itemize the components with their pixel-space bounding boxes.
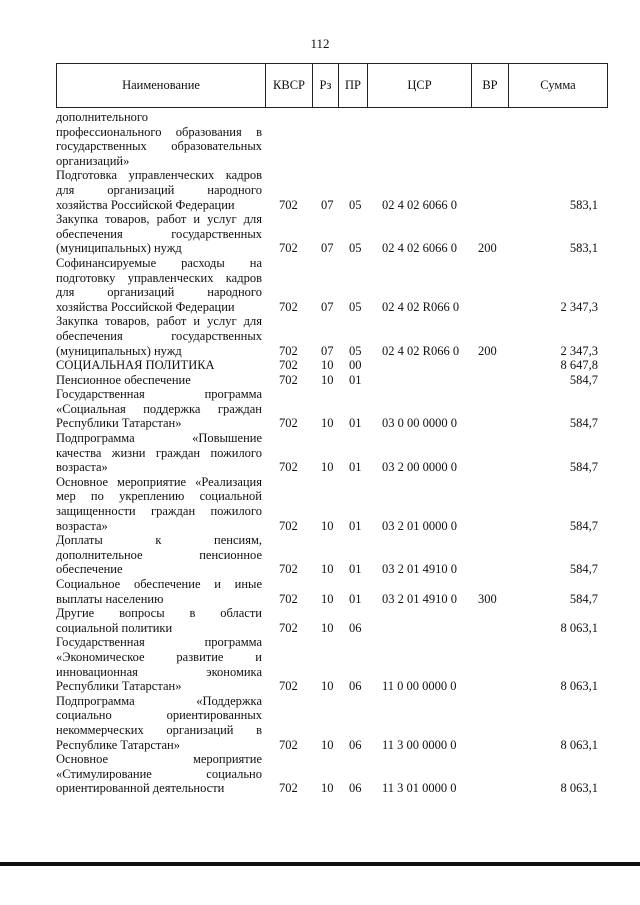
table-row bbox=[56, 212, 608, 256]
row-name-line: для организаций народного bbox=[56, 285, 262, 300]
table-body bbox=[56, 110, 608, 796]
row-name-line: хозяйства Российской Федерации bbox=[56, 197, 235, 212]
header-sum: Сумма bbox=[540, 78, 576, 92]
cell-kvsr: 702 bbox=[279, 679, 298, 694]
row-values bbox=[56, 198, 608, 213]
cell-pr: 05 bbox=[349, 299, 362, 314]
table-header bbox=[56, 63, 608, 108]
cell-pr: 00 bbox=[349, 358, 362, 373]
row-values bbox=[56, 519, 608, 534]
cell-rz: 10 bbox=[321, 781, 334, 796]
row-name-line: Другие вопросы в области bbox=[56, 606, 262, 621]
cell-sum: 584,7 bbox=[569, 372, 598, 387]
row-name-line: возраста» bbox=[56, 518, 108, 533]
table-row bbox=[56, 110, 608, 168]
cell-sum: 584,7 bbox=[569, 416, 598, 431]
row-name-line: мер по укреплению социальной bbox=[56, 489, 262, 504]
cell-sum: 8 063,1 bbox=[560, 737, 598, 752]
table-row bbox=[56, 752, 608, 796]
row-name-line: защищенности граждан пожилого bbox=[56, 504, 262, 519]
cell-csr: 03 0 00 0000 0 bbox=[382, 416, 457, 431]
table-row bbox=[56, 168, 608, 212]
header-rz: Рз bbox=[313, 64, 339, 107]
table-row bbox=[56, 314, 608, 358]
row-name-line: СОЦИАЛЬНАЯ ПОЛИТИКА bbox=[56, 358, 215, 373]
row-name-line: Доплаты к пенсиям, bbox=[56, 533, 262, 548]
row-name-line: «Социальная поддержка граждан bbox=[56, 401, 262, 416]
row-name-line: Закупка товаров, работ и услуг для bbox=[56, 212, 262, 227]
row-name-line: обеспечение bbox=[56, 562, 123, 577]
table-row bbox=[56, 358, 608, 373]
cell-csr: 11 3 01 0000 0 bbox=[382, 781, 457, 796]
cell-vr: 300 bbox=[478, 591, 497, 606]
cell-rz: 10 bbox=[321, 591, 334, 606]
cell-sum: 8 063,1 bbox=[560, 679, 598, 694]
table-row bbox=[56, 606, 608, 635]
cell-kvsr: 702 bbox=[279, 299, 298, 314]
table-row bbox=[56, 431, 608, 475]
cell-pr: 01 bbox=[349, 562, 362, 577]
table-row bbox=[56, 373, 608, 388]
cell-sum: 584,7 bbox=[569, 591, 598, 606]
header-name: Наименование bbox=[57, 64, 266, 107]
row-name-line: для организаций народного bbox=[56, 182, 262, 197]
row-name-line: профессионального образования в bbox=[56, 124, 262, 139]
cell-rz: 10 bbox=[321, 737, 334, 752]
cell-csr: 03 2 00 0000 0 bbox=[382, 460, 457, 475]
cell-rz: 07 bbox=[321, 343, 334, 358]
row-name-line: Пенсионное обеспечение bbox=[56, 372, 191, 387]
cell-pr: 01 bbox=[349, 591, 362, 606]
cell-kvsr: 702 bbox=[279, 781, 298, 796]
table-row bbox=[56, 533, 608, 577]
row-values bbox=[56, 781, 608, 796]
cell-rz: 10 bbox=[321, 372, 334, 387]
row-name-line: социально ориентированных bbox=[56, 708, 262, 723]
row-values bbox=[56, 416, 608, 431]
row-values bbox=[56, 460, 608, 475]
row-name-line: обеспечения государственных bbox=[56, 328, 262, 343]
cell-pr: 06 bbox=[349, 620, 362, 635]
cell-rz: 07 bbox=[321, 197, 334, 212]
row-name-line: Государственная программа bbox=[56, 387, 262, 402]
cell-kvsr: 702 bbox=[279, 358, 298, 373]
row-name-line: дополнительного bbox=[56, 110, 148, 124]
cell-sum: 2 347,3 bbox=[560, 343, 598, 358]
table-row bbox=[56, 256, 608, 314]
row-name-line: подготовку управленческих кадров bbox=[56, 270, 262, 285]
header-kvsr: КВСР bbox=[266, 64, 313, 107]
row-name-line: Социальное обеспечение и иные bbox=[56, 577, 262, 591]
row-values bbox=[56, 241, 608, 256]
cell-csr: 03 2 01 4910 0 bbox=[382, 591, 457, 606]
cell-kvsr: 702 bbox=[279, 197, 298, 212]
row-name-line: хозяйства Российской Федерации bbox=[56, 299, 235, 314]
bottom-border bbox=[0, 862, 640, 866]
cell-rz: 10 bbox=[321, 679, 334, 694]
row-name-line: Софинансируемые расходы на bbox=[56, 255, 262, 270]
row-name-line: Республике Татарстан» bbox=[56, 737, 180, 752]
cell-csr: 02 4 02 6066 0 bbox=[382, 241, 457, 256]
row-values bbox=[56, 679, 608, 694]
cell-kvsr: 702 bbox=[279, 518, 298, 533]
cell-rz: 07 bbox=[321, 299, 334, 314]
row-name-line: инновационная экономика bbox=[56, 664, 262, 679]
cell-sum: 584,7 bbox=[569, 562, 598, 577]
table-row bbox=[56, 387, 608, 431]
cell-sum: 584,7 bbox=[569, 518, 598, 533]
cell-kvsr: 702 bbox=[279, 562, 298, 577]
cell-kvsr: 702 bbox=[279, 372, 298, 387]
row-name-line: Подпрограмма «Поддержка bbox=[56, 693, 262, 708]
row-name-line: организаций» bbox=[56, 153, 130, 168]
cell-rz: 10 bbox=[321, 620, 334, 635]
cell-kvsr: 702 bbox=[279, 343, 298, 358]
row-name-line: Подпрограмма «Повышение bbox=[56, 431, 262, 446]
cell-kvsr: 702 bbox=[279, 591, 298, 606]
row-name-line: ориентированной деятельности bbox=[56, 781, 225, 796]
cell-pr: 05 bbox=[349, 197, 362, 212]
row-name-line: выплаты населению bbox=[56, 591, 164, 606]
row-name-line: (муниципальных) нужд bbox=[56, 241, 182, 256]
cell-pr: 05 bbox=[349, 343, 362, 358]
cell-csr: 02 4 02 6066 0 bbox=[382, 197, 457, 212]
row-values bbox=[56, 738, 608, 753]
cell-rz: 07 bbox=[321, 241, 334, 256]
row-name-line: обеспечения государственных bbox=[56, 226, 262, 241]
row-name-line: Основное мероприятие bbox=[56, 752, 262, 767]
header-csr: ЦСР bbox=[368, 64, 472, 107]
cell-vr: 200 bbox=[478, 241, 497, 256]
row-name-line: Республики Татарстан» bbox=[56, 679, 182, 694]
row-values bbox=[56, 562, 608, 577]
cell-csr: 03 2 01 0000 0 bbox=[382, 518, 457, 533]
cell-rz: 10 bbox=[321, 562, 334, 577]
cell-rz: 10 bbox=[321, 518, 334, 533]
cell-sum: 583,1 bbox=[569, 197, 598, 212]
page-number: 112 bbox=[310, 36, 330, 51]
cell-sum: 8 647,8 bbox=[560, 358, 598, 373]
table-row bbox=[56, 635, 608, 693]
row-values bbox=[56, 373, 608, 388]
row-name-line: Республики Татарстан» bbox=[56, 416, 182, 431]
cell-kvsr: 702 bbox=[279, 620, 298, 635]
cell-kvsr: 702 bbox=[279, 737, 298, 752]
row-name-line: (муниципальных) нужд bbox=[56, 343, 182, 358]
row-name-line: качества жизни граждан пожилого bbox=[56, 445, 262, 460]
cell-sum: 583,1 bbox=[569, 241, 598, 256]
row-values bbox=[56, 592, 608, 607]
row-name-line: «Экономическое развитие и bbox=[56, 649, 262, 664]
row-name-line: некоммерческих организаций в bbox=[56, 722, 262, 737]
cell-pr: 06 bbox=[349, 781, 362, 796]
row-values bbox=[56, 154, 608, 169]
cell-pr: 06 bbox=[349, 737, 362, 752]
cell-csr: 03 2 01 4910 0 bbox=[382, 562, 457, 577]
row-name-line: «Стимулирование социально bbox=[56, 766, 262, 781]
row-values bbox=[56, 621, 608, 636]
row-values bbox=[56, 300, 608, 315]
cell-vr: 200 bbox=[478, 343, 497, 358]
table-row bbox=[56, 577, 608, 606]
header-vr: ВР bbox=[472, 64, 509, 107]
cell-rz: 10 bbox=[321, 460, 334, 475]
cell-pr: 01 bbox=[349, 460, 362, 475]
cell-csr: 11 3 00 0000 0 bbox=[382, 737, 457, 752]
row-name-line: Подготовка управленческих кадров bbox=[56, 168, 262, 183]
cell-sum: 2 347,3 bbox=[560, 299, 598, 314]
row-name-line: Государственная программа bbox=[56, 635, 262, 650]
cell-rz: 10 bbox=[321, 358, 334, 373]
row-values bbox=[56, 358, 608, 373]
cell-pr: 01 bbox=[349, 518, 362, 533]
cell-kvsr: 702 bbox=[279, 241, 298, 256]
table-row bbox=[56, 475, 608, 533]
row-name-line: возраста» bbox=[56, 460, 108, 475]
cell-sum: 8 063,1 bbox=[560, 781, 598, 796]
cell-kvsr: 702 bbox=[279, 416, 298, 431]
row-name-line: Закупка товаров, работ и услуг для bbox=[56, 314, 262, 329]
cell-sum: 8 063,1 bbox=[560, 620, 598, 635]
cell-kvsr: 702 bbox=[279, 460, 298, 475]
table-row bbox=[56, 694, 608, 752]
cell-pr: 01 bbox=[349, 416, 362, 431]
cell-csr: 02 4 02 R066 0 bbox=[382, 343, 460, 358]
cell-rz: 10 bbox=[321, 416, 334, 431]
row-name-line: государственных образовательных bbox=[56, 139, 262, 154]
row-values bbox=[56, 344, 608, 359]
header-pr: ПР bbox=[339, 64, 368, 107]
row-name-line: социальной политики bbox=[56, 620, 173, 635]
row-name-line: Основное мероприятие «Реализация bbox=[56, 474, 262, 489]
cell-csr: 11 0 00 0000 0 bbox=[382, 679, 457, 694]
cell-sum: 584,7 bbox=[569, 460, 598, 475]
cell-pr: 05 bbox=[349, 241, 362, 256]
cell-csr: 02 4 02 R066 0 bbox=[382, 299, 460, 314]
cell-pr: 01 bbox=[349, 372, 362, 387]
cell-pr: 06 bbox=[349, 679, 362, 694]
row-name-line: дополнительное пенсионное bbox=[56, 547, 262, 562]
